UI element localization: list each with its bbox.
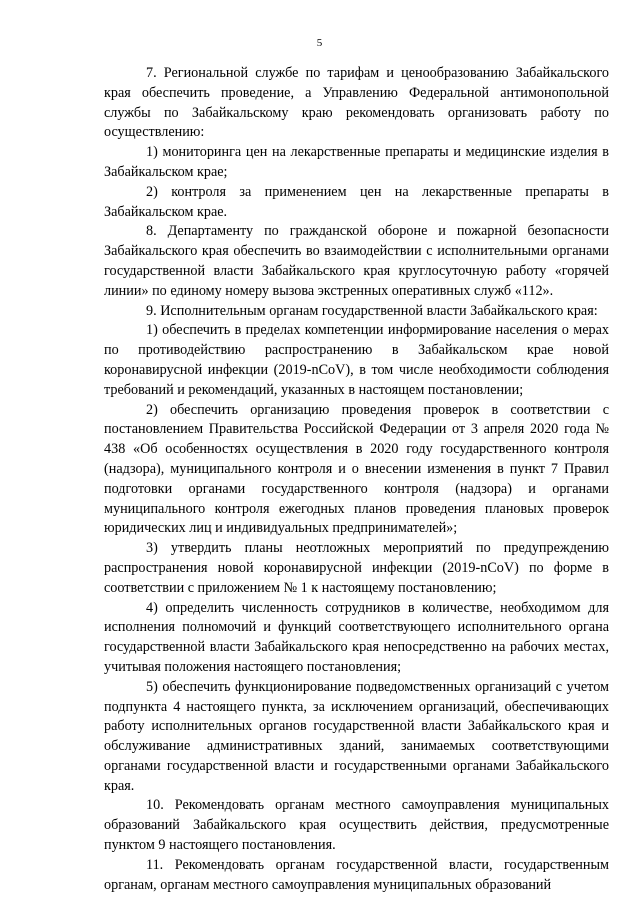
paragraph-10: 10. Рекомендовать органам местного самоуправления муниципальных образований Забайкальского края осуществить действия, предусмотренные пунктом 9 настоящего постановления. xyxy=(104,797,609,854)
document-body xyxy=(104,64,609,895)
paragraph-8: 8. Департаменту по гражданской обороне и пожарной безопасности Забайкальского края обеспечить во взаимодействии с исполнительными органами государственной власти Забайкальского края круглосуточную работу «горячей линии» по единому номеру вызова экстренных оперативных служб «112». xyxy=(104,223,609,299)
paragraph-9-item-2: 2) обеспечить организацию проведения проверок в соответствии с постановлением Правительства Российской Федерации от 3 апреля 2020 года № 438 «Об особенностях осуществления в 2020 году государственного контроля (надзора), муниципального контроля и о внесении изменения в пункт 7 Правил подготовки органами государственного контроля (надзора) и органами муниципального контроля ежегодных планов проведения плановых проверок юридических лиц и индивидуальных предпринимателей»; xyxy=(104,401,609,537)
paragraph-9-item-4: 4) определить численность сотрудников в количестве, необходимом для исполнения полномочий и функций соответствующего исполнительного органа государственной власти Забайкальского края непосредственно на рабочих местах, учитывая положения настоящего постановления; xyxy=(104,599,609,675)
paragraph-11: 11. Рекомендовать органам государственной власти, государственным органам, органам местного самоуправления муниципальных образований xyxy=(104,856,609,893)
page-number: 5 xyxy=(316,37,323,49)
paragraph-9: 9. Исполнительным органам государственной власти Забайкальского края: xyxy=(146,302,598,319)
paragraph-7: 7. Региональной службе по тарифам и ценообразованию Забайкальского края обеспечить проведение, а Управлению Федеральной антимонопольной службы по Забайкальскому краю рекомендовать организовать работу по осуществлению: xyxy=(104,65,609,141)
paragraph-9-item-3: 3) утвердить планы неотложных мероприятий по предупреждению распространения новой коронавирусной инфекции (2019-nCoV) по форме в соответствии с приложением № 1 к настоящему постановлению; xyxy=(104,540,609,596)
paragraph-7-item-2: 2) контроля за применением цен на лекарственные препараты в Забайкальском крае. xyxy=(104,183,609,220)
paragraph-7-item-1: 1) мониторинга цен на лекарственные препараты и медицинские изделия в Забайкальском крае; xyxy=(104,144,609,180)
paragraph-9-item-1: 1) обеспечить в пределах компетенции информирование населения о мерах по противодействию распространению в Забайкальском крае новой коронавирусной инфекции (2019-nCoV), в том числе необходимости соблюдения требований и рекомендаций, указанных в настоящем постановлении; xyxy=(104,322,609,398)
paragraph-9-item-5: 5) обеспечить функционирование подведомственных организаций с учетом подпункта 4 настоящего пункта, за исключением организаций, обеспечивающих работу исполнительных органов государственной власти Забайкальского края и обслуживание административных зданий, занимаемых соответствующими органами государственной власти и государственными органами Забайкальского края. xyxy=(104,678,609,794)
